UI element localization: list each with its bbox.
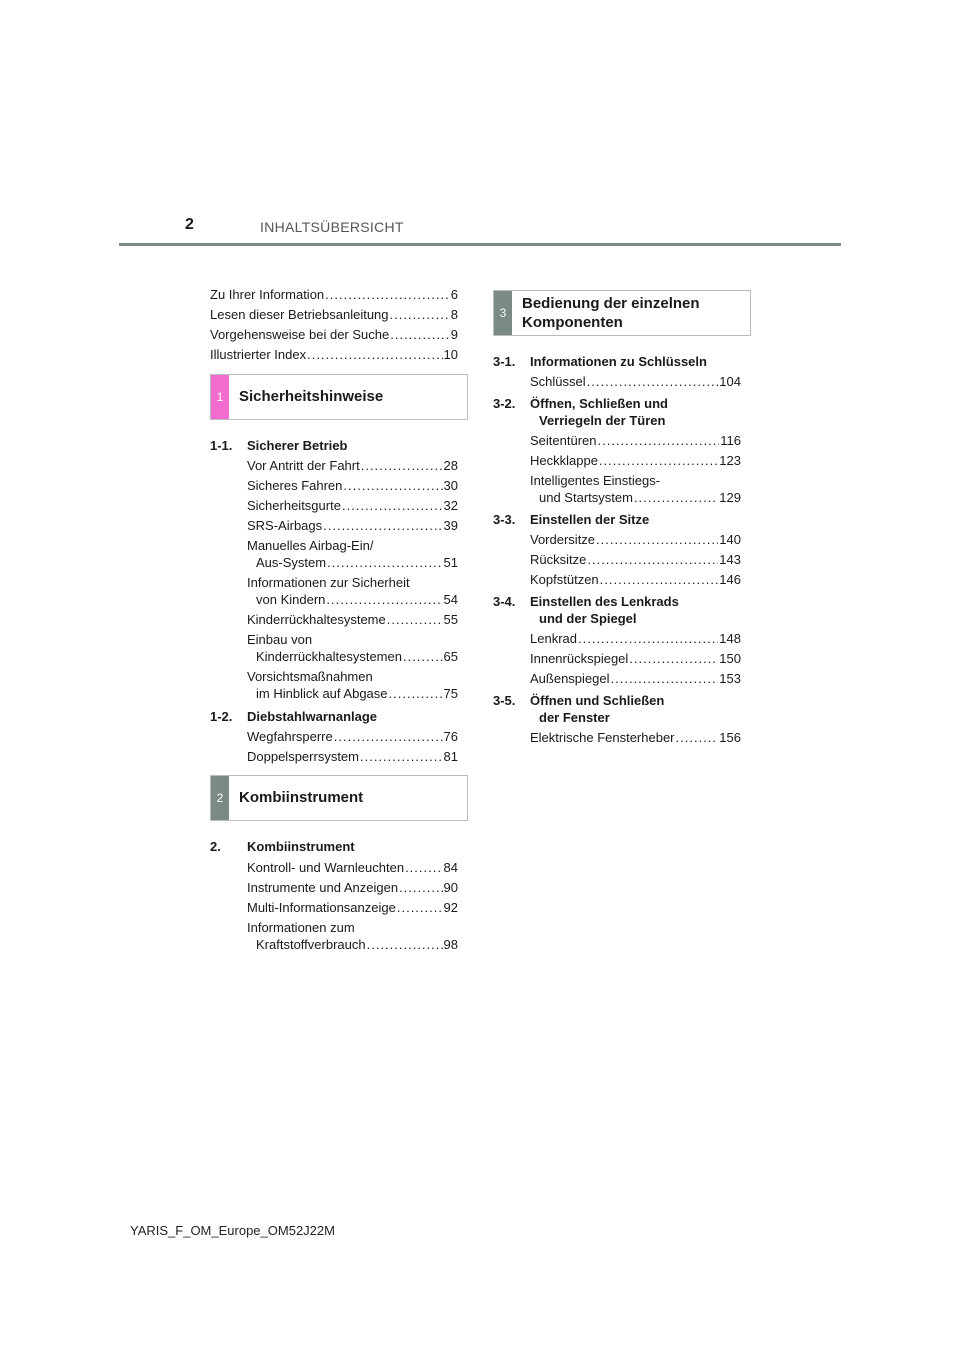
toc-entry[interactable]: Kraftstoffverbrauch ..... 98 (256, 936, 458, 953)
chapter-2-tab: 2 (211, 776, 229, 820)
section-heading-line2: der Fenster (539, 710, 610, 725)
chapter-1-tab: 1 (211, 375, 229, 419)
footer-document-id: YARIS_F_OM_Europe_OM52J22M (130, 1223, 335, 1238)
section-heading[interactable]: 3-4. Einstellen des Lenkrads (493, 594, 679, 609)
toc-entry[interactable]: Kontroll- und Warnleuchten ..... 84 (247, 859, 458, 876)
toc-entry[interactable]: Multi-Informationsanzeige ..... 92 (247, 899, 458, 916)
chapter-1-title: Sicherheitshinweise (239, 388, 384, 405)
section-heading-line2: und der Spiegel (539, 611, 637, 626)
toc-entry[interactable]: Illustrierter Index ..... 10 (210, 346, 458, 363)
toc-entry-line1: Manuelles Airbag-Ein/ (247, 538, 374, 553)
section-heading[interactable]: 1-2. Diebstahlwarnanlage (210, 709, 378, 724)
toc-entry-line1: Informationen zum (247, 920, 355, 935)
toc-entry[interactable]: Außenspiegel ..... 153 (530, 670, 741, 687)
toc-entry[interactable]: und Startsystem ..... 129 (539, 489, 741, 506)
toc-entry[interactable]: Schlüssel ..... 104 (530, 373, 741, 390)
toc-entry[interactable]: Kinderrückhaltesysteme ..... 55 (247, 611, 458, 628)
toc-entry-line1: Vorsichtsmaßnahmen (247, 669, 373, 684)
toc-entry[interactable]: Wegfahrsperre ..... 76 (247, 728, 458, 745)
toc-entry[interactable]: von Kindern ..... 54 (256, 591, 458, 608)
toc-entry[interactable]: im Hinblick auf Abgase ..... 75 (256, 685, 458, 702)
chapter-3-title-line2: Komponenten (522, 314, 623, 331)
page-header-title: INHALTSÜBERSICHT (260, 219, 404, 235)
toc-entry[interactable]: SRS-Airbags ..... 39 (247, 517, 458, 534)
section-heading[interactable]: 3-2. Öffnen, Schließen und (493, 396, 668, 411)
toc-entry[interactable]: Rücksitze ..... 143 (530, 551, 741, 568)
toc-entry[interactable]: Heckklappe ..... 123 (530, 452, 741, 469)
chapter-2-header[interactable] (210, 775, 468, 821)
section-heading[interactable]: 3-3. Einstellen der Sitze (493, 512, 650, 527)
chapter-1-header[interactable] (210, 374, 468, 420)
toc-entry[interactable]: Elektrische Fensterheber ..... 156 (530, 729, 741, 746)
toc-entry[interactable]: Instrumente und Anzeigen ..... 90 (247, 879, 458, 896)
section-heading[interactable]: 1-1. Sicherer Betrieb (210, 438, 348, 453)
toc-entry[interactable]: Kopfstützen ..... 146 (530, 571, 741, 588)
toc-entry[interactable]: Seitentüren ..... 116 (530, 432, 741, 449)
toc-entry[interactable]: Sicherheitsgurte ..... 32 (247, 497, 458, 514)
header-divider (119, 243, 841, 246)
toc-entry[interactable]: Vordersitze ..... 140 (530, 531, 741, 548)
toc-entry[interactable]: Vor Antritt der Fahrt ..... 28 (247, 457, 458, 474)
toc-entry[interactable]: Kinderrückhaltesystemen ..... 65 (256, 648, 458, 665)
toc-entry[interactable]: Innenrückspiegel ..... 150 (530, 650, 741, 667)
section-heading[interactable]: 2. Kombiinstrument (210, 839, 355, 854)
toc-entry[interactable]: Lesen dieser Betriebsanleitung ..... 8 (210, 306, 458, 323)
toc-entry[interactable]: Vorgehensweise bei der Suche ..... 9 (210, 326, 458, 343)
toc-entry[interactable]: Sicheres Fahren ..... 30 (247, 477, 458, 494)
section-heading[interactable]: 3-5. Öffnen und Schließen (493, 693, 665, 708)
toc-entry-line1: Einbau von (247, 632, 313, 647)
chapter-3-header[interactable] (493, 290, 751, 336)
toc-entry[interactable]: Aus-System ..... 51 (256, 554, 458, 571)
toc-entry-line1: Intelligentes Einstiegs- (530, 473, 661, 488)
toc-entry[interactable]: Zu Ihrer Information ..... 6 (210, 286, 458, 303)
toc-entry-line1: Informationen zur Sicherheit (247, 575, 410, 590)
toc-entry[interactable]: Doppelsperrsystem ..... 81 (247, 748, 458, 765)
chapter-3-tab: 3 (494, 291, 512, 335)
chapter-2-title: Kombiinstrument (239, 789, 364, 806)
toc-entry[interactable]: Lenkrad ..... 148 (530, 630, 741, 647)
section-heading[interactable]: 3-1. Informationen zu Schlüsseln (493, 354, 707, 369)
chapter-3-title-line1: Bedienung der einzelnen (522, 295, 700, 312)
page-number: 2 (185, 216, 194, 233)
section-heading-line2: Verriegeln der Türen (539, 413, 666, 428)
